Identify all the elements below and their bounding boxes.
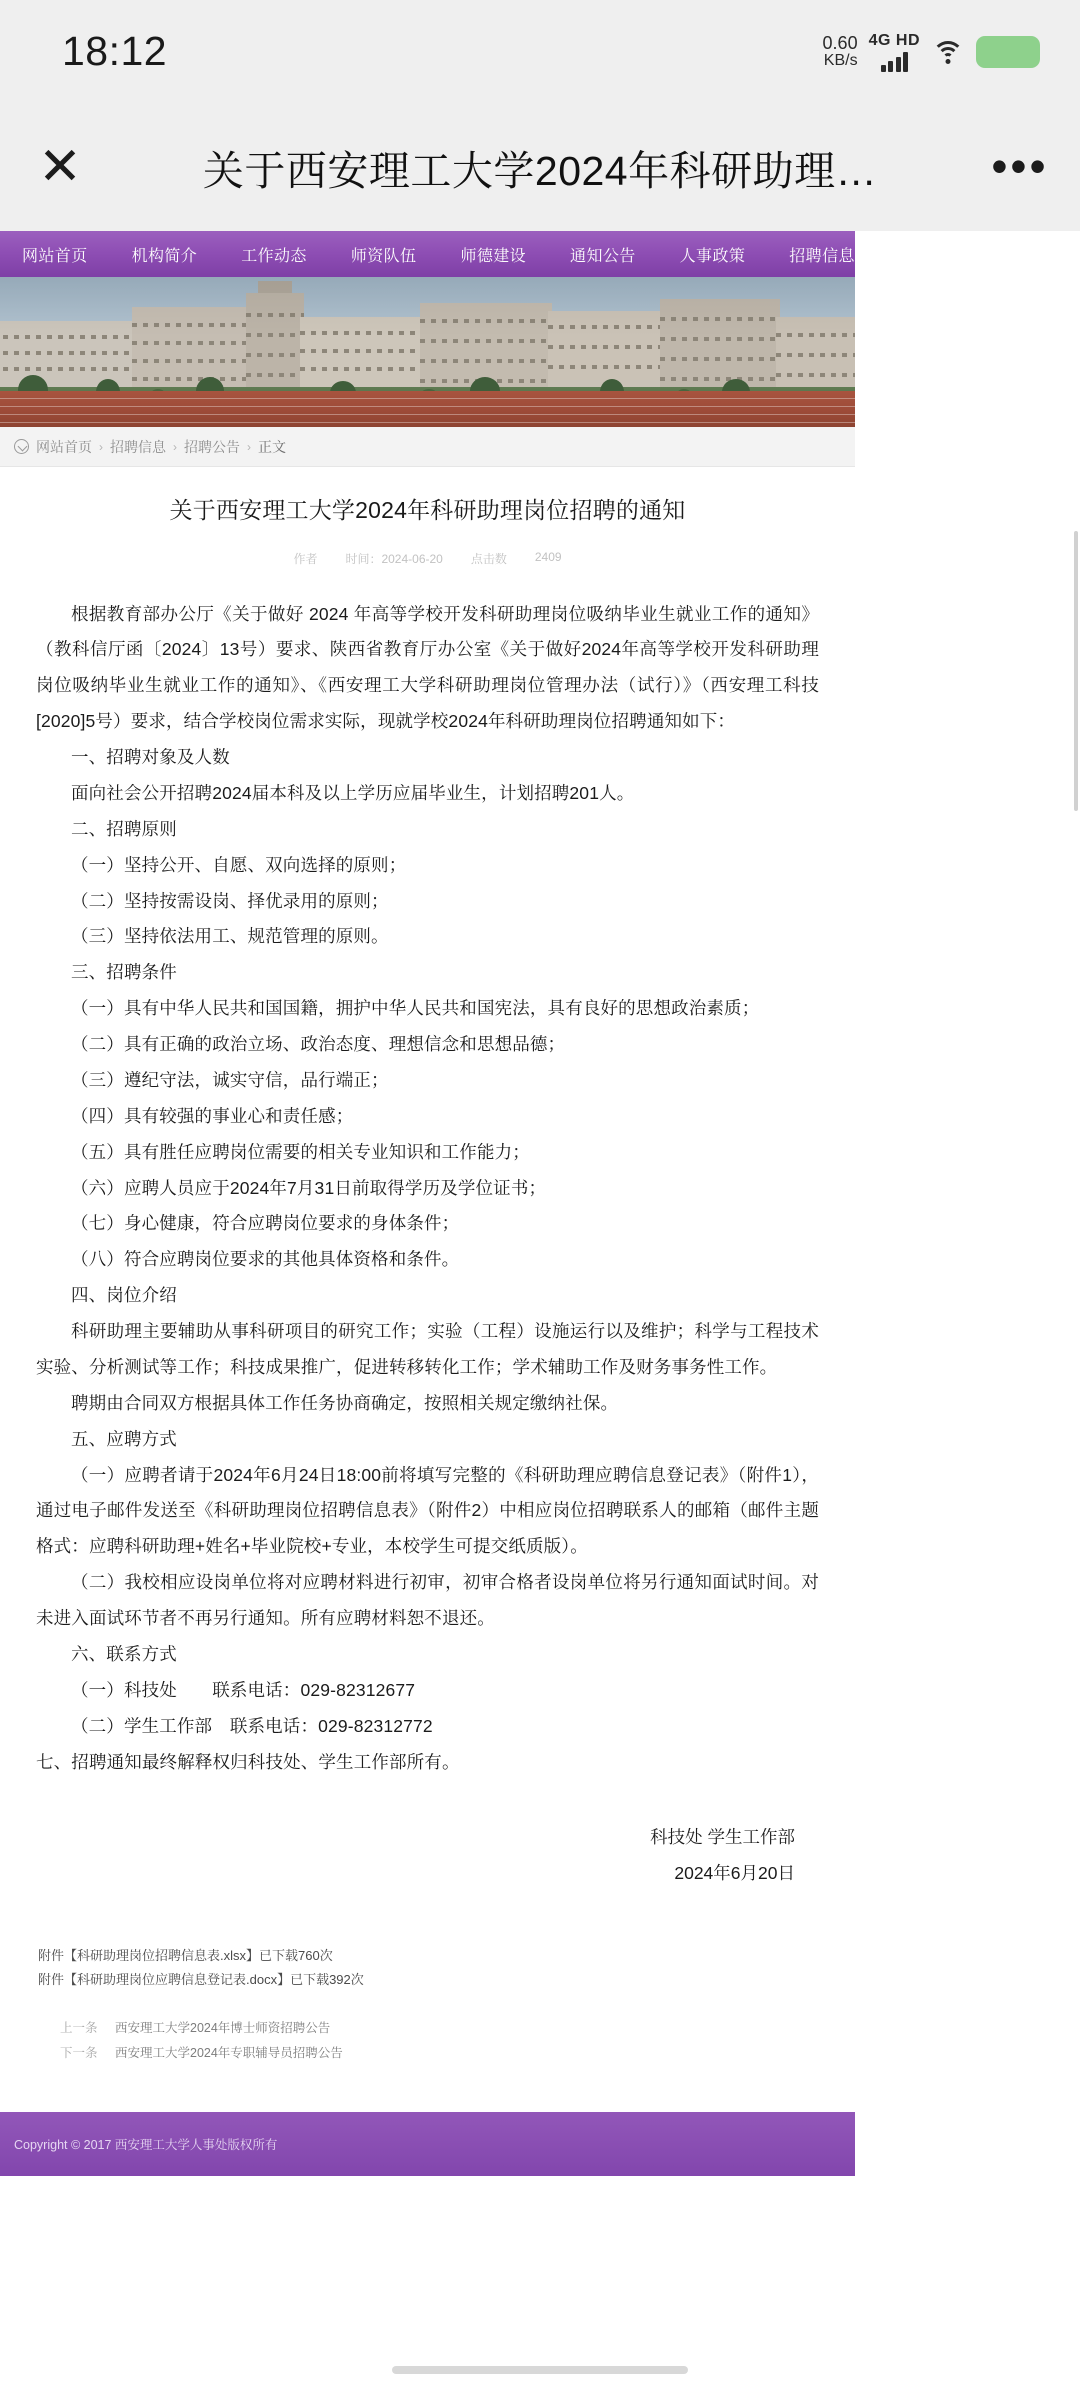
article-paragraph: 七、招聘通知最终解释权归科技处、学生工作部所有。 — [36, 1751, 460, 1772]
breadcrumb-separator: › — [173, 439, 177, 454]
pager-prev-link[interactable]: 西安理工大学2024年博士师资招聘公告 — [115, 2021, 331, 2036]
network-speed-indicator — [823, 34, 858, 70]
network-type-label: 4G HD — [868, 31, 920, 49]
nav-item-notice[interactable]: 通知公告 — [570, 247, 636, 265]
breadcrumb-item-home[interactable]: 网站首页 — [36, 438, 92, 455]
article-body — [36, 597, 819, 1781]
article-paragraph: （三）遵纪守法，诚实守信，品行端正； — [71, 1069, 389, 1090]
nav-item-home[interactable]: 网站首页 — [22, 247, 88, 265]
breadcrumb-item-current: 正文 — [258, 438, 286, 455]
article-paragraph: 三、招聘条件 — [71, 962, 177, 983]
article-paragraph: 科研助理主要辅助从事科研项目的研究工作；实验（工程）设施运行以及维护；科学与工程技术实验、分析测试等工作；科技成果推广，促进转移转化工作；学术辅助工作及财务事务性工作。 — [36, 1321, 819, 1377]
website-page — [0, 231, 855, 2176]
breadcrumb-separator: › — [247, 439, 251, 454]
article-meta — [36, 550, 819, 567]
article-title: 关于西安理工大学2024年科研助理岗位招聘的通知 — [169, 497, 686, 523]
pager-next[interactable] — [60, 2041, 819, 2066]
article-signature — [36, 1820, 819, 1892]
scrollbar[interactable] — [1074, 531, 1078, 811]
status-clock: 18:12 — [62, 28, 168, 74]
site-nav — [0, 231, 855, 277]
article-paragraph: 四、岗位介绍 — [71, 1285, 177, 1306]
pager-prev[interactable] — [60, 2016, 819, 2041]
article-paragraph: 二、招聘原则 — [71, 818, 177, 839]
more-options-icon[interactable]: ••• — [991, 140, 1049, 193]
article-paragraph: 根据教育部办公厅《关于做好 2024 年高等学校开发科研助理岗位吸纳毕业生就业工作的通知》（教科信厅函〔2024〕13号）要求、陕西省教育厅办公室《关于做好2024年高等学校开发科研助理岗位吸纳毕业生就业工作的通知》、《西安理工大学科研助理岗位管理办法（试行）》（西安理工科技[2020]5号）要求，结合学校岗位需求实际，现就学校2024年科研助理岗位招聘通知如下： — [36, 603, 819, 732]
nav-item-recruit[interactable]: 招聘信息 — [789, 247, 855, 265]
campus-banner-image — [0, 277, 855, 427]
article-paragraph: 五、应聘方式 — [71, 1428, 177, 1449]
article-paragraph: （一）坚持公开、自愿、双向选择的原则； — [71, 854, 407, 875]
article-hits-value: 2409 — [534, 549, 562, 564]
attachment-list — [36, 1944, 819, 1992]
article-paragraph: （一）科技处 联系电话：029-82312677 — [71, 1679, 416, 1700]
network-speed-value: 0.60 — [822, 32, 858, 53]
app-title-bar — [0, 103, 1080, 231]
article-time: 时间：2024-06-20 — [345, 551, 443, 566]
article-paragraph: （三）坚持依法用工、规范管理的原则。 — [71, 926, 389, 947]
article-pager — [36, 2016, 819, 2066]
wifi-icon — [931, 39, 965, 65]
nav-item-policy[interactable]: 人事政策 — [679, 247, 746, 265]
article — [0, 467, 855, 2066]
home-indicator — [392, 2366, 688, 2374]
home-icon — [14, 439, 29, 454]
article-paragraph: 一、招聘对象及人数 — [71, 747, 230, 767]
article-paragraph: （一）具有中华人民共和国国籍，拥护中华人民共和国宪法，具有良好的思想政治素质； — [71, 998, 760, 1019]
signature-org: 科技处 学生工作部 — [650, 1827, 795, 1848]
article-paragraph: （六）应聘人员应于2024年7月31日前取得学历及学位证书； — [71, 1177, 547, 1198]
article-paragraph: （四）具有较强的事业心和责任感； — [71, 1105, 354, 1126]
cellular-signal-indicator — [869, 32, 920, 72]
attachment-item[interactable]: 附件【科研助理岗位招聘信息表.xlsx】已下载760次 — [38, 1948, 333, 1964]
article-paragraph: 聘期由合同双方根据具体工作任务协商确定，按照相关规定缴纳社保。 — [71, 1392, 619, 1413]
close-icon[interactable]: ✕ — [38, 138, 82, 196]
article-paragraph: （八）符合应聘岗位要求的其他具体资格和条件。 — [71, 1249, 460, 1270]
signature-date: 2024年6月20日 — [674, 1863, 795, 1884]
article-author-label: 作者 — [293, 551, 318, 566]
article-paragraph: （一）应聘者请于2024年6月24日18:00前将填写完整的《科研助理应聘信息登记表》（附件1），通过电子邮件发送至《科研助理岗位招聘信息表》（附件2）中相应岗位招聘联系人的邮箱（邮件主题格式：应聘科研助理+姓名+毕业院校+专业，本校学生可提交纸质版）。 — [36, 1464, 819, 1557]
breadcrumb-separator: › — [99, 439, 103, 454]
site-footer — [0, 2112, 855, 2176]
breadcrumb — [0, 427, 855, 467]
article-paragraph: 面向社会公开招聘2024届本科及以上学历应届毕业生，计划招聘201人。 — [71, 782, 635, 803]
status-bar — [0, 0, 1080, 103]
article-paragraph: （二）具有正确的政治立场、政治态度、理想信念和思想品德； — [71, 1034, 566, 1054]
nav-item-news[interactable]: 工作动态 — [241, 247, 307, 265]
battery-icon — [976, 36, 1040, 68]
nav-item-ethics[interactable]: 师德建设 — [460, 247, 527, 265]
signal-bars-icon — [881, 52, 909, 72]
webview[interactable] — [0, 231, 1080, 2388]
copyright-text: Copyright © 2017 西安理工大学人事处版权所有 — [14, 2138, 278, 2153]
breadcrumb-item-notice[interactable]: 招聘公告 — [184, 438, 240, 455]
article-paragraph: （二）坚持按需设岗、择优录用的原则； — [71, 890, 389, 911]
status-indicators — [823, 32, 1040, 72]
pager-prev-label: 上一条 — [60, 2021, 98, 2036]
article-paragraph: （七）身心健康，符合应聘岗位要求的身体条件； — [71, 1213, 460, 1234]
pager-next-link[interactable]: 西安理工大学2024年专职辅导员招聘公告 — [115, 2046, 343, 2061]
article-hits-label: 点击数 — [470, 551, 507, 566]
network-speed-unit: KB/s — [823, 51, 858, 69]
article-paragraph: 六、联系方式 — [71, 1643, 177, 1664]
nav-item-about[interactable]: 机构简介 — [131, 247, 198, 265]
article-paragraph: （二）我校相应设岗单位将对应聘材料进行初审，初审合格者设岗单位将另行通知面试时间。对未进入面试环节者不再另行通知。所有应聘材料恕不退还。 — [36, 1572, 819, 1628]
attachment-item[interactable]: 附件【科研助理岗位应聘信息登记表.docx】已下载392次 — [38, 1972, 364, 1988]
article-paragraph: （五）具有胜任应聘岗位需要的相关专业知识和工作能力； — [71, 1141, 530, 1162]
breadcrumb-item-recruit[interactable]: 招聘信息 — [110, 438, 166, 455]
article-paragraph: （二）学生工作部 联系电话：029-82312772 — [71, 1715, 433, 1736]
page-title: 关于西安理工大学2024年科研助理… — [202, 147, 878, 194]
pager-next-label: 下一条 — [60, 2046, 98, 2061]
nav-item-faculty[interactable]: 师资队伍 — [350, 247, 417, 265]
